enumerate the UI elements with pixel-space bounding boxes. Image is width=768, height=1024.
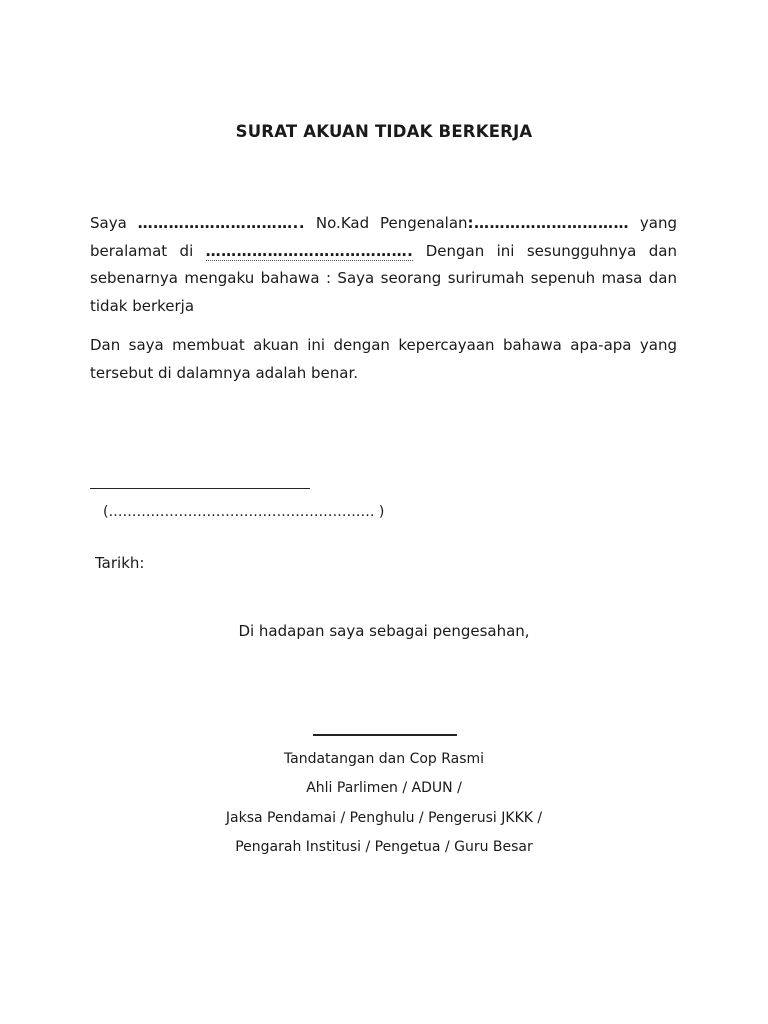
official-credit-line: Jaksa Pendamai / Penghulu / Pengerusi JKKK / [225, 810, 543, 826]
document-title: SURAT AKUAN TIDAK BERKERJA [235, 122, 533, 141]
witness-statement: Di hadapan saya sebagai pengesahan, [238, 622, 530, 640]
official-credit-line: Ahli Parlimen / ADUN / [306, 780, 462, 796]
signature-line [90, 488, 310, 489]
official-credit-line: Tandatangan dan Cop Rasmi [283, 751, 485, 767]
ic-label: No.Kad Pengenalan [305, 214, 468, 232]
address-label: yang beralamat di [90, 214, 677, 260]
official-signature-line [313, 734, 457, 736]
name-placeholder: ………………………….. [137, 214, 306, 232]
date-label: Tarikh: [95, 554, 145, 572]
belief-paragraph: Dan saya membuat akuan ini dengan kepercayaan bahawa apa-apa yang tersebut di dalamnya adalah benar. [90, 336, 677, 382]
ic-placeholder: :………………………… [467, 214, 630, 232]
official-credit-line: Pengarah Institusi / Pengetua / Guru Besar [235, 839, 533, 855]
address-placeholder: …………………………………. [205, 241, 414, 260]
declaration-text: Dengan ini sesungguhnya dan sebenarnya mengaku bahawa : Saya seorang surirumah sepenuh masa dan tidak berkerja [90, 241, 677, 315]
signature-name-placeholder: (………………………………………………… ) [103, 504, 385, 520]
saya-text: Saya [90, 214, 127, 232]
declaration-paragraph [90, 210, 677, 320]
